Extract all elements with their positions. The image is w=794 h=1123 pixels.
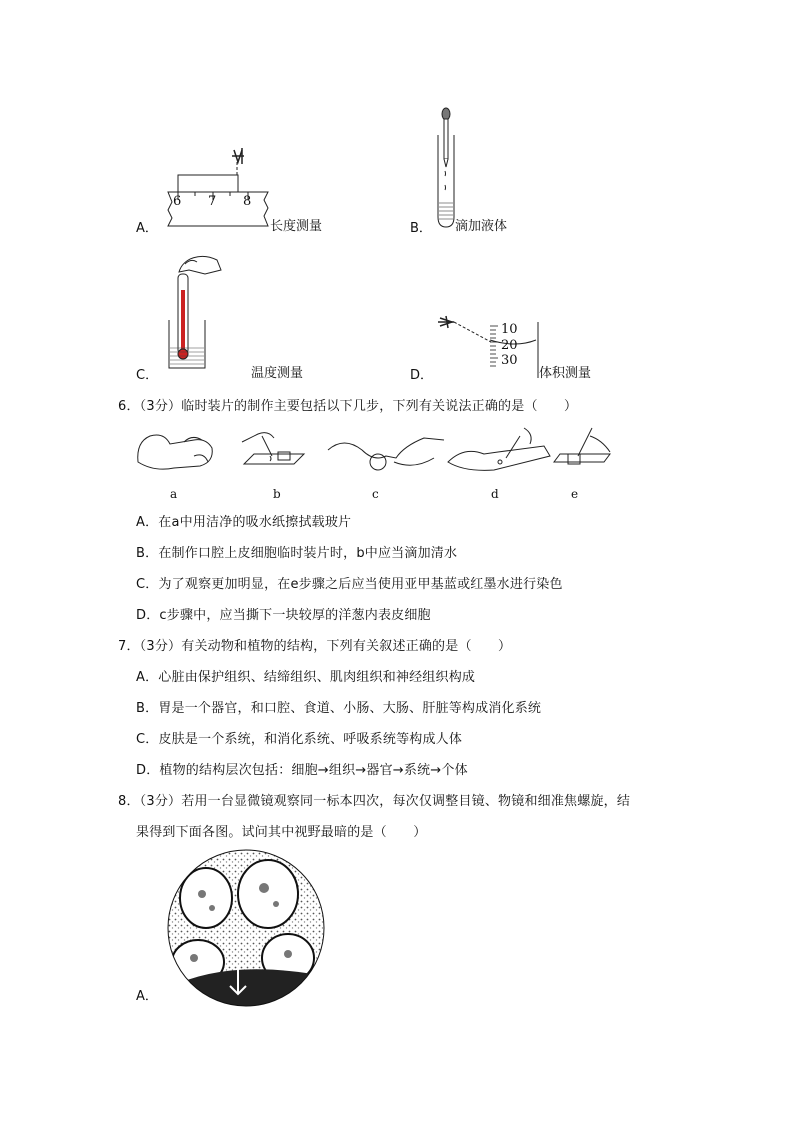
ruler-diagram — [160, 140, 270, 232]
step-label-e: e — [571, 487, 579, 501]
q7-option-c: C．皮肤是一个系统，和消化系统、呼吸系统等构成人体 — [136, 732, 463, 747]
microscope-field-image — [168, 858, 324, 998]
q5-option-c-letter: C． — [136, 368, 159, 383]
dropper-test-tube-diagram — [430, 105, 460, 231]
eye-icon — [232, 148, 244, 164]
ruler-tick-8: 8 — [243, 194, 252, 209]
cylinder-tick-10: 10 — [501, 322, 518, 337]
q7-stem: 7．（3分）有关动物和植物的结构，下列有关叙述正确的是（ ） — [118, 639, 512, 654]
q5-option-c-caption: 温度测量 — [251, 366, 304, 381]
q8-stem-line1: 8．（3分）若用一台显微镜观察同一标本四次，每次仅调整目镜、物镜和细准焦螺旋，结 — [118, 794, 631, 809]
step-label-d: d — [491, 487, 499, 501]
step-label-c: c — [372, 487, 379, 501]
q6-stem: 6．（3分）临时装片的制作主要包括以下几步，下列有关说法正确的是（ ） — [118, 399, 578, 414]
thermometer-beaker-diagram — [165, 250, 225, 372]
cylinder-reading-diagram — [436, 312, 546, 378]
eye-icon — [438, 316, 454, 328]
q7-option-a: A．心脏由保护组织、结缔组织、肌肉组织和神经组织构成 — [136, 670, 476, 685]
step-label-a: a — [170, 487, 178, 501]
q7-option-d: D．植物的结构层次包括：细胞→组织→器官→系统→个体 — [136, 763, 468, 778]
q8-option-a-letter: A． — [136, 989, 158, 1004]
slide-prep-steps-diagram — [134, 422, 614, 484]
ruler-tick-7: 7 — [208, 194, 217, 209]
q6-option-a: A．在a中用洁净的吸水纸擦拭载玻片 — [136, 515, 352, 530]
cylinder-tick-30: 30 — [501, 353, 518, 368]
q6-option-d: D．c步骤中，应当撕下一块较厚的洋葱内表皮细胞 — [136, 608, 431, 623]
cylinder-tick-20: 20 — [501, 338, 518, 353]
step-label-b: b — [273, 487, 281, 501]
q6-option-c: C．为了观察更加明显，在e步骤之后应当使用亚甲基蓝或红墨水进行染色 — [136, 577, 563, 592]
q7-option-b: B．胃是一个器官，和口腔、食道、小肠、大肠、肝脏等构成消化系统 — [136, 701, 542, 716]
q6-option-b: B．在制作口腔上皮细胞临时装片时，b中应当滴加清水 — [136, 546, 458, 561]
q5-option-d-letter: D． — [410, 368, 434, 383]
q5-option-b-caption: 滴加液体 — [455, 219, 508, 234]
q5-option-d-caption: 体积测量 — [539, 366, 592, 381]
q5-option-a-letter: A． — [136, 221, 158, 236]
q5-option-b-letter: B． — [410, 221, 432, 236]
ruler-tick-6: 6 — [173, 194, 182, 209]
q8-stem-line2: 果得到下面各图。试问其中视野最暗的是（ ） — [136, 825, 427, 840]
q5-option-a-caption: 长度测量 — [270, 219, 323, 234]
